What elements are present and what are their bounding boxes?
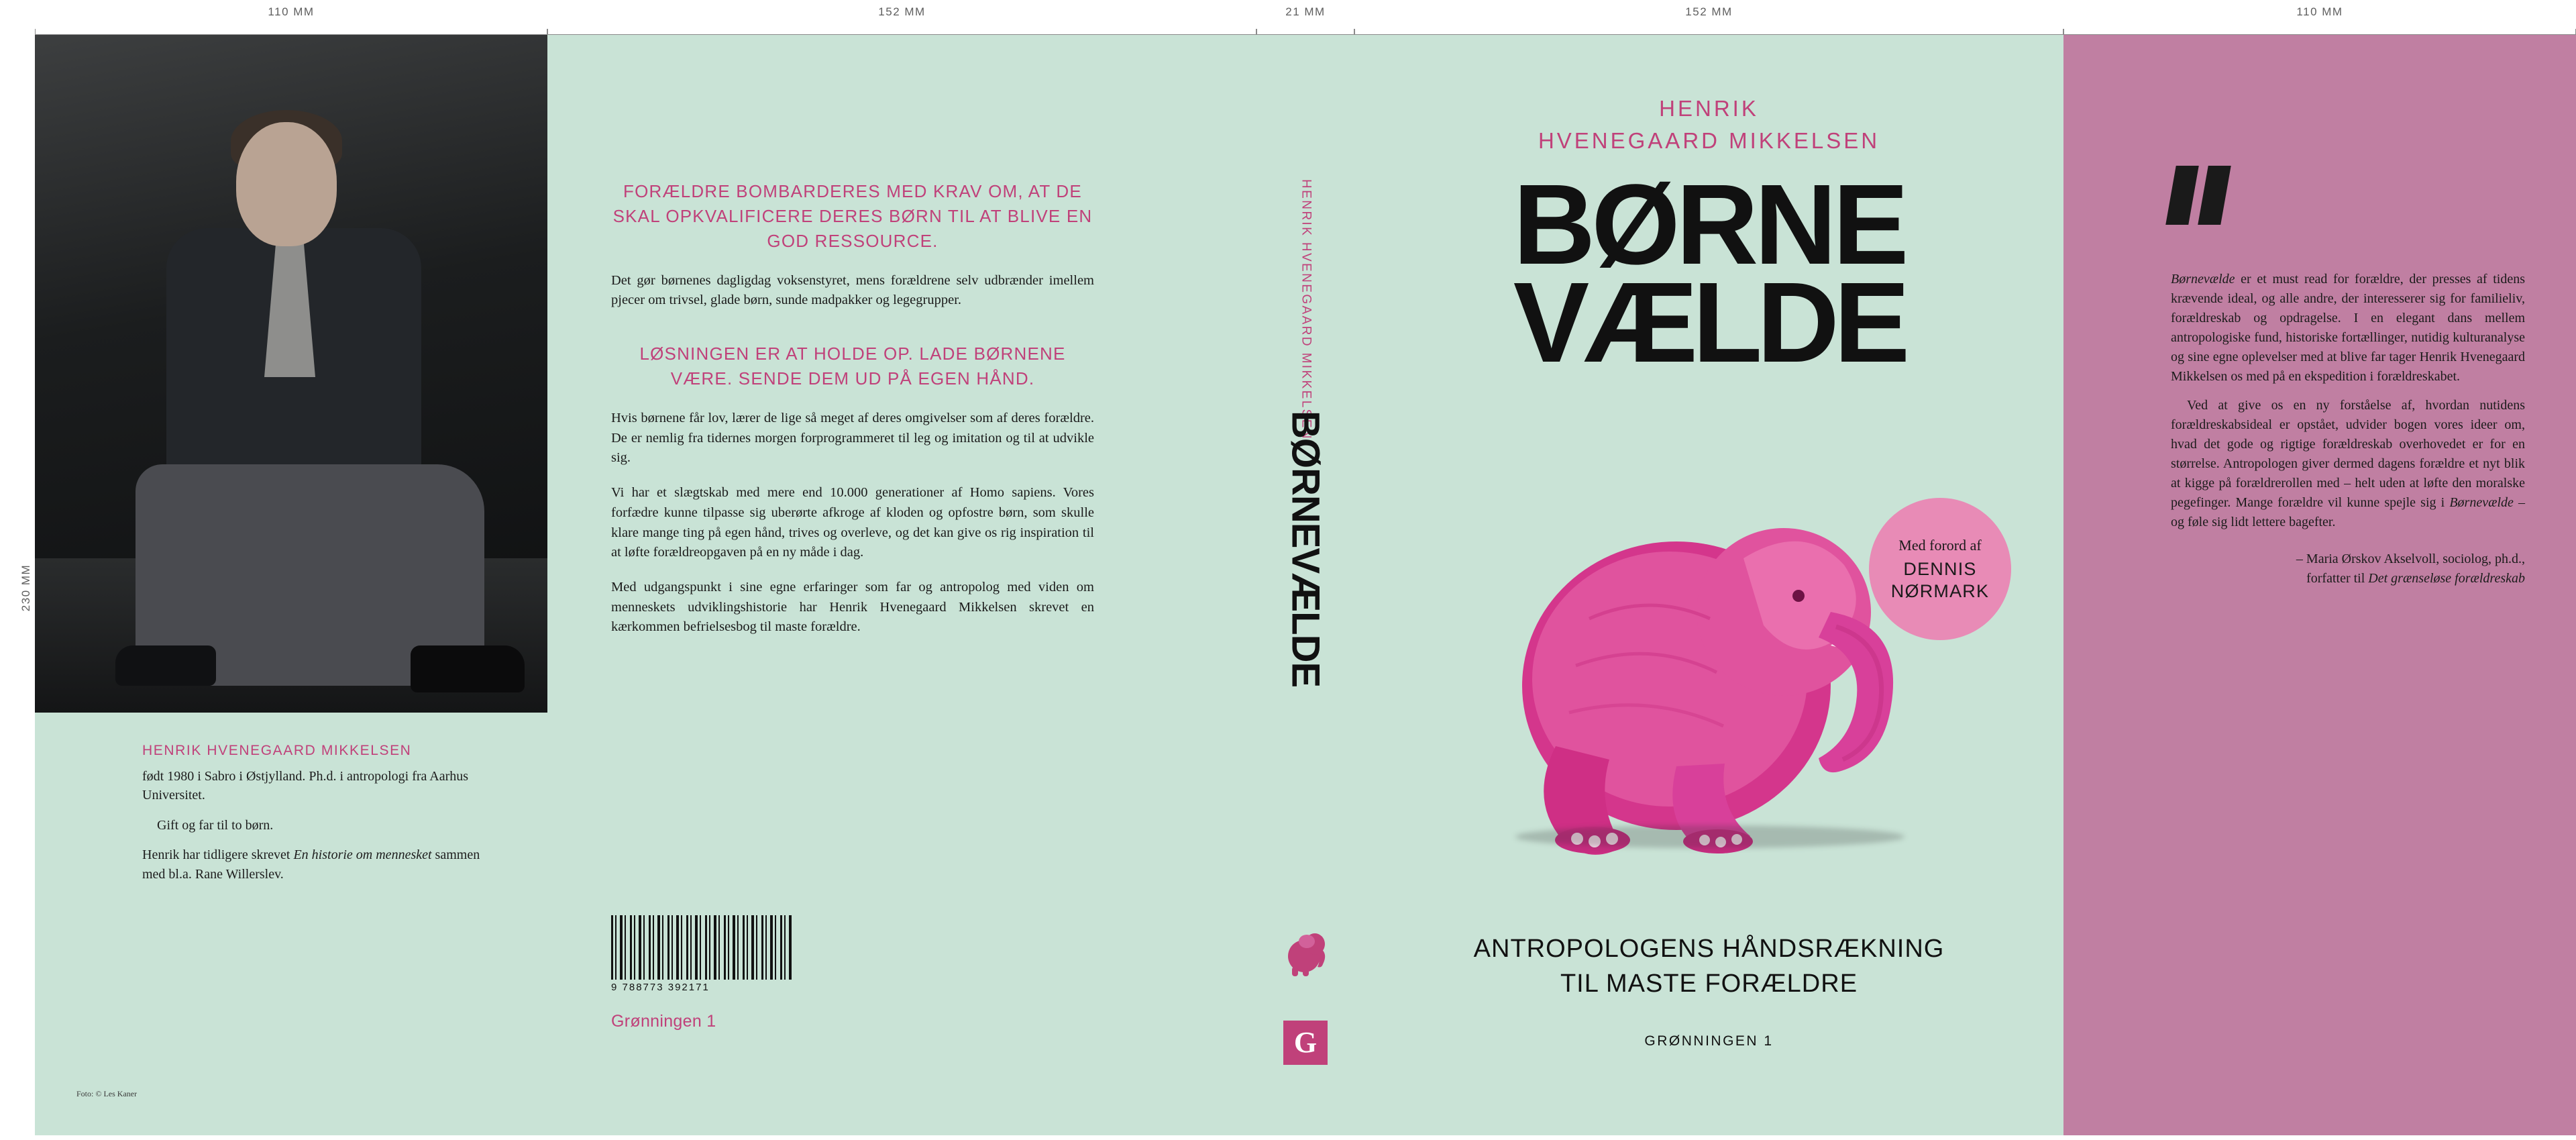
endorsement-title-2: Børnevælde <box>2449 495 2514 510</box>
foreword-badge <box>1869 498 2011 640</box>
front-title-line-2: VÆLDE <box>1513 259 1905 387</box>
back-paragraph-2: Hvis børnene får lov, lærer de lige så meget af deres omgivelser som af deres forældre. De er nemlig fra tidernes morgen forprogrammeret til leg og imitation og til at udvikle sig. <box>611 410 1094 466</box>
ruler-label: 152 MM <box>878 5 926 18</box>
photo-shoe-right <box>411 645 525 692</box>
spine-title: BØRNEVÆLDE <box>1283 411 1328 688</box>
spine-author: HENRIK HVENEGAARD MIKKELSEN <box>1299 179 1313 440</box>
ruler-top <box>0 0 2576 35</box>
ruler-label: 21 MM <box>1285 5 1326 18</box>
signature-line-1: – Maria Ørskov Akselvoll, sociolog, ph.d., <box>2296 552 2525 566</box>
ruler-segment <box>1354 0 2063 35</box>
bio-3-title: En historie om mennesket <box>293 847 432 863</box>
ruler-segment <box>35 0 547 35</box>
signature-role: forfatter til <box>2306 571 2369 586</box>
front-title <box>1354 161 2063 387</box>
front-author-line-2: HVENEGAARD MIKKELSEN <box>1538 127 1880 153</box>
front-subtitle-line-2: TIL MASTE FORÆLDRE <box>1560 969 1858 998</box>
ruler-label-vertical: 230 MM <box>19 564 33 611</box>
photo-head <box>236 122 337 246</box>
photo-credit: Foto: © Les Kaner <box>76 1089 138 1098</box>
back-cover-text <box>611 179 1094 652</box>
publisher-logo-g: G <box>1283 1021 1328 1065</box>
front-publisher: GRØNNINGEN 1 <box>1644 1033 1774 1049</box>
elephant-illustration <box>1455 391 1951 874</box>
barcode-block <box>611 915 812 1031</box>
barcode-image <box>611 915 792 980</box>
panel-back-cover <box>547 35 1256 1135</box>
book-cover-artwork <box>35 35 2576 1135</box>
ruler-label: 152 MM <box>1685 5 1733 18</box>
quotation-mark-icon <box>2171 166 2226 225</box>
bio-3-post: sammen med bl.a. Rane Willerslev. <box>142 847 480 882</box>
badge-small-text: Med forord af <box>1898 536 1982 554</box>
author-bio-line-1: født 1980 i Sabro i Østjylland. Ph.d. i antropologi fra Aarhus Universitet. <box>142 769 469 803</box>
back-paragraph-4: Med udgangspunkt i sine egne erfaringer som far og antropolog med viden om menneskets udviklingshistorie har Henrik Hvenegaard Mikkelsen skrevet en kærkommen befrielsesbog til maste forældre. <box>611 580 1094 635</box>
endorsement-p1-rest: er et must read for forældre, der presses af tidens krævende ideal, og alle andre, der interesserer sig for familieliv, forældreskab og opdragelse. I en elegant dans mellem antropologiske fund, historiske fortællinger, nutidig kulturanalyse og sine egne oplevelser med at blive far tager Henrik Hvenegaard Mikkelsen os med på en ekspedition i forældreskabet. <box>2171 272 2525 384</box>
panel-front-flap <box>2063 35 2576 1135</box>
front-subtitle <box>1354 932 2063 1001</box>
author-photo <box>35 35 547 713</box>
panel-spine <box>1256 35 1354 1135</box>
author-bio-block <box>142 743 491 894</box>
endorsement-text <box>2171 270 2525 588</box>
author-bio-line-3 <box>142 845 491 884</box>
front-title-line-1: BØRNE <box>1513 161 1905 289</box>
bio-3-pre: Henrik har tidligere skrevet <box>142 847 294 863</box>
ruler-segment <box>1256 0 1354 35</box>
back-paragraph-1: Det gør børnenes dagligdag voksenstyret, mens forældrene selv udbrænder imellem pjecer om trivsel, glade børn, sunde madpakker og legegrupper. <box>611 272 1094 308</box>
ruler-label: 110 MM <box>268 5 315 18</box>
back-paragraph-3: Vi har et slægtskab med mere end 10.000 generationer af Homo sapiens. Vores forfædre kunne tilpasse sig uberørte afkroge af kloden og opfostre børn, som skulle klare mange ting på egen hånd, trives og overleve, og det kan give os rig inspiration til at løfte forældreopgaven på en ny måde i dag. <box>611 485 1094 560</box>
back-headline-1: FORÆLDRE BOMBARDERES MED KRAV OM, AT DE SKAL OPKVALIFICERE DERES BØRN TIL AT BLIVE EN GOD RESSOURCE. <box>612 181 1093 251</box>
endorsement-title-1: Børnevælde <box>2171 272 2235 287</box>
ruler-label: 110 MM <box>2296 5 2343 18</box>
panel-front-cover <box>1354 35 2063 1135</box>
endorsement-paragraph-2 <box>2171 396 2525 532</box>
author-name: HENRIK HVENEGAARD MIKKELSEN <box>142 743 412 758</box>
signature-line-2 <box>2171 569 2525 588</box>
elephant-icon <box>1281 925 1330 978</box>
back-headline-2: LØSNINGEN ER AT HOLDE OP. LADE BØRNENE VÆRE. SENDE DEM UD PÅ EGEN HÅND. <box>639 344 1066 389</box>
ruler-segment <box>2063 0 2576 35</box>
endorsement-signature <box>2171 550 2525 588</box>
endorsement-p2-a: Ved at give os en ny forståelse af, hvordan nutidens forældreskabsideal er opstået, udvider bogen vores ideer om, hvad det gode og rigtige forældreskab overhovedet er for en størrelse. Antropologen giver dermed dagens forældre et nyt blik at kigge på forældrerollen med – helt uden at løfte den moralske pegefinger. Mange forældre vil kunne spejle sig i <box>2171 398 2525 510</box>
front-subtitle-line-1: ANTROPOLOGENS HÅNDSRÆKNING <box>1473 935 1945 964</box>
publisher-logo-text: Grønningen 1 <box>611 1012 716 1031</box>
front-author-line-1: HENRIK <box>1659 96 1759 121</box>
badge-name: DENNIS NØRMARK <box>1890 559 1990 601</box>
photo-shoe-left <box>115 645 216 686</box>
author-bio-line-2: Gift og far til to børn. <box>157 817 274 833</box>
elephant-shadow <box>1515 825 1904 848</box>
front-author <box>1354 93 2063 157</box>
panel-back-flap <box>35 35 547 1135</box>
barcode-number: 9 788773 392171 <box>611 982 710 993</box>
signature-book-title: Det grænseløse forældreskab <box>2368 571 2525 586</box>
ruler-left <box>0 35 35 1140</box>
endorsement-p2-b: – og føle sig lidt lettere bagefter. <box>2171 495 2526 529</box>
ruler-segment <box>547 0 1256 35</box>
endorsement-paragraph-1 <box>2171 270 2525 386</box>
